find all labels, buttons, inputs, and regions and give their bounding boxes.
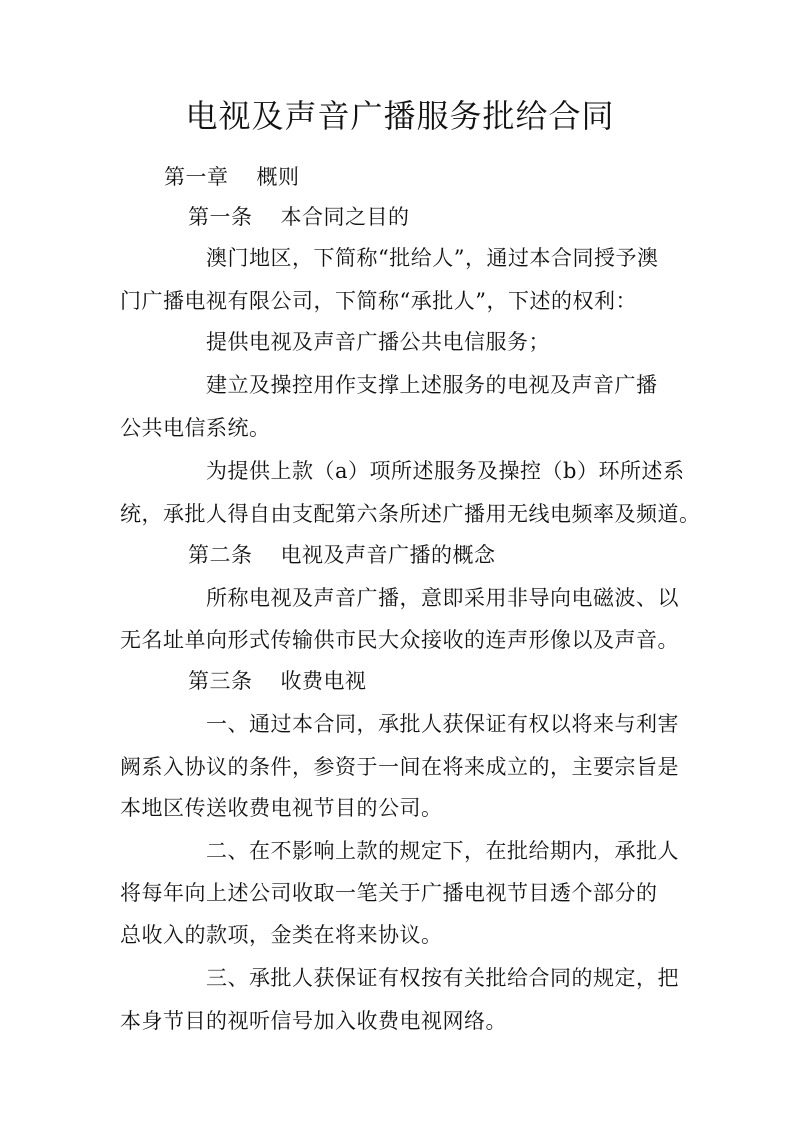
document-title: 电视及声音广播服务批给合同 — [185, 97, 615, 135]
article-2-heading — [188, 540, 758, 570]
article-1-number: 第一条 — [188, 205, 253, 229]
paragraph-2: 提供电视及声音广播公共电信服务； — [206, 330, 550, 354]
article-1-heading — [188, 202, 758, 232]
paragraph-5-line-2: 无名址单向形式传输供市民大众接收的连声形像以及声音。 — [120, 628, 679, 652]
paragraph-6-line-1: 一、通过本合同，承批人获保证有权以将来与利害 — [206, 712, 679, 736]
article-3-number: 第三条 — [188, 669, 253, 693]
paragraph-8-line-1: 三、承批人获保证有权按有关批给合同的规定，把 — [206, 966, 679, 990]
paragraph-1-line-1: 澳门地区，下简称“批给人”，通过本合同授予澳 — [206, 246, 659, 270]
article-2-number: 第二条 — [188, 543, 253, 567]
paragraph-6-line-3: 本地区传送收费电视节目的公司。 — [120, 796, 443, 820]
article-3-name: 收费电视 — [280, 669, 367, 693]
paragraph-8-line-2: 本身节目的视听信号加入收费电视网络。 — [120, 1009, 507, 1033]
paragraph-4-line-2: 统，承批人得自由支配第六条所述广播用无线电频率及频道。 — [120, 502, 701, 526]
paragraph-7-line-2: 将每年向上述公司收取一笔关于广播电视节目透个部分的 — [120, 881, 658, 905]
paragraph-5-line-1: 所称电视及声音广播，意即采用非导向电磁波、以 — [206, 586, 679, 610]
chapter-heading — [164, 162, 734, 192]
paragraph-4-line-1: 为提供上款（a）项所述服务及操控（b）环所述系 — [206, 459, 685, 483]
paragraph-1-line-2: 门广播电视有限公司，下简称“承批人”，下述的权利： — [120, 289, 637, 313]
paragraph-7-line-3: 总收入的款项，金类在将来协议。 — [120, 923, 443, 947]
article-1-name: 本合同之目的 — [280, 205, 410, 229]
article-3-heading — [188, 666, 758, 696]
chapter-number: 第一章 — [164, 165, 229, 189]
paragraph-7-line-1: 二、在不影响上款的规定下，在批给期内，承批人 — [206, 839, 679, 863]
paragraph-3-line-2: 公共电信系统。 — [120, 416, 271, 440]
paragraph-6-line-2: 阙系入协议的条件，参资于一间在将来成立的，主要宗旨是 — [120, 755, 679, 779]
paragraph-3-line-1: 建立及操控用作支撑上述服务的电视及声音广播 — [206, 373, 658, 397]
chapter-name: 概则 — [256, 165, 300, 189]
article-2-name: 电视及声音广播的概念 — [280, 543, 496, 567]
